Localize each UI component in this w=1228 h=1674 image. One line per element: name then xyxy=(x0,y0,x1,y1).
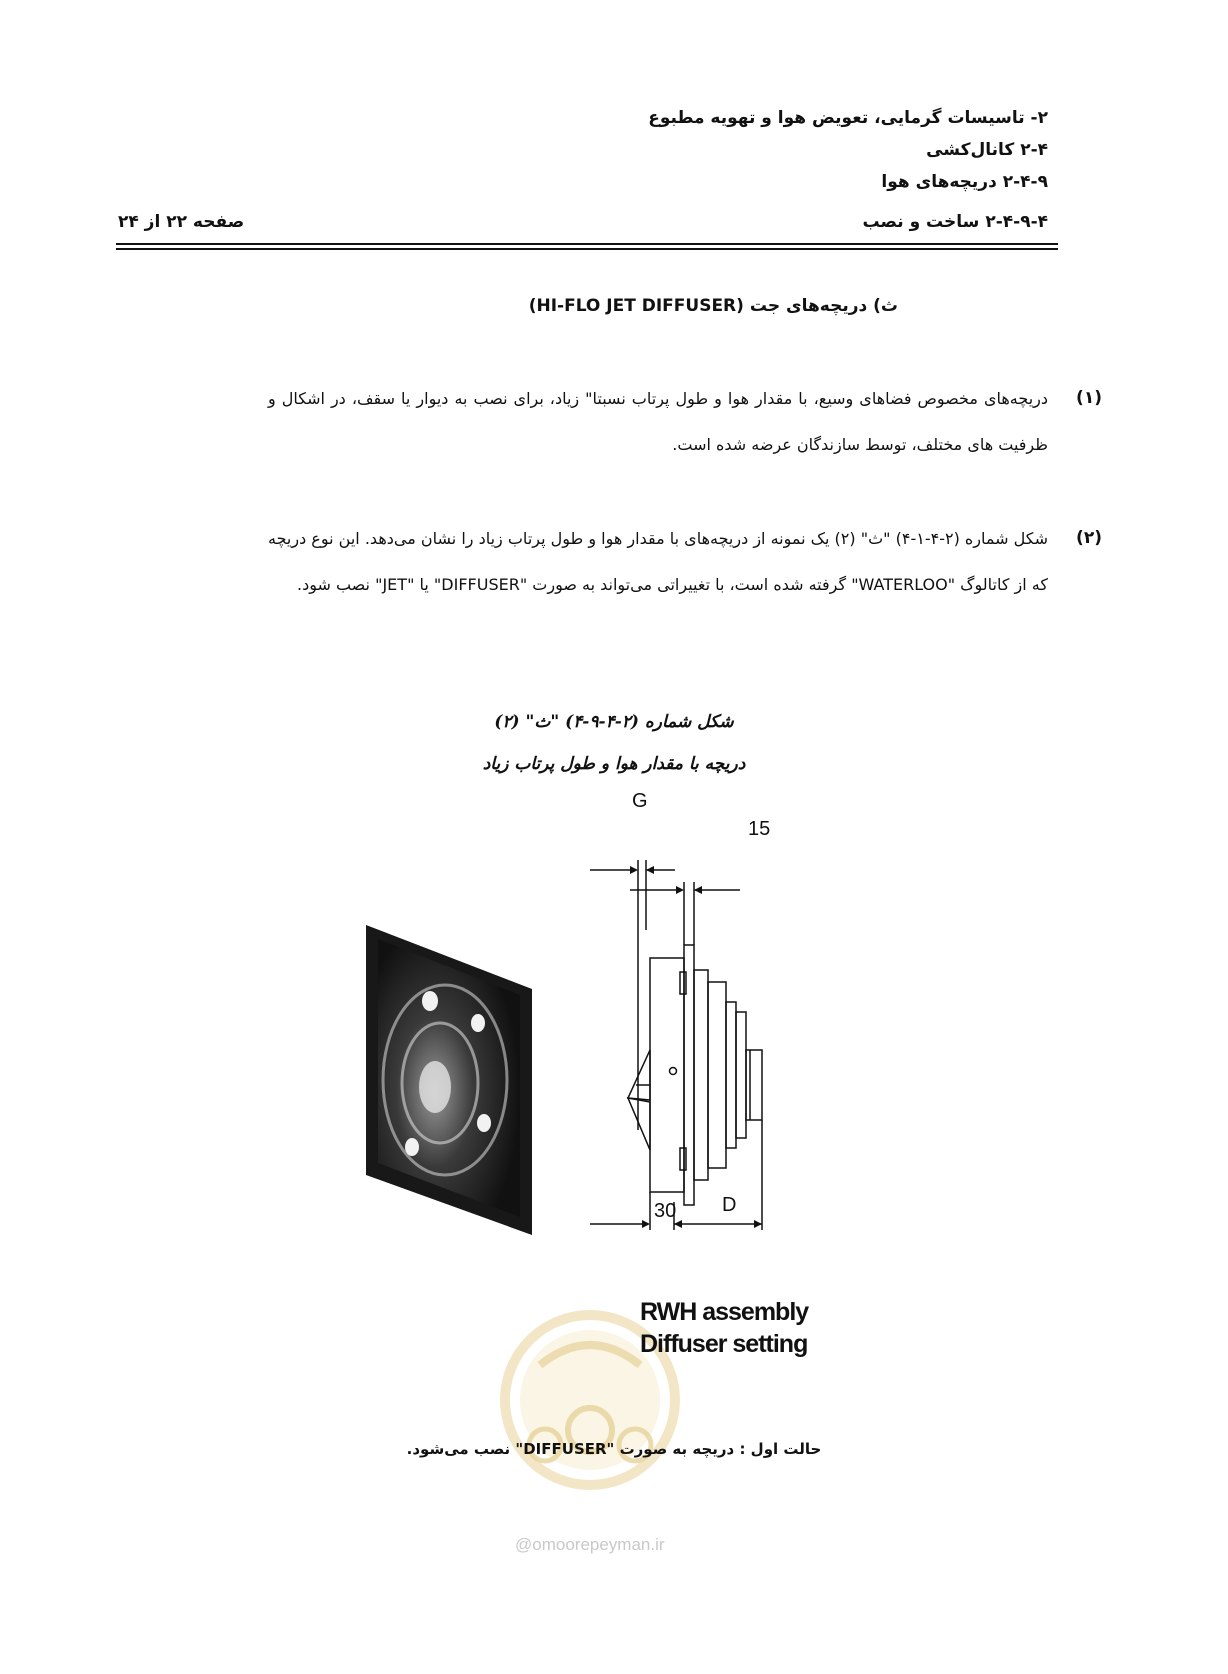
figure-caption-title: دریچه با مقدار هوا و طول پرتاب زیاد xyxy=(482,754,746,774)
header-topic: ۲-۴-۹-۴ ساخت و نصب xyxy=(862,212,1048,232)
page-number: صفحه ۲۲ از ۲۴ xyxy=(118,212,245,232)
dimension-30-label: 30 xyxy=(654,1200,677,1222)
paragraph-1-number: (۱) xyxy=(1076,388,1102,408)
header-chapter: ۲- تاسیسات گرمایی، تعویض هوا و تهویه مطبوع xyxy=(648,108,1048,128)
header-section: ۲-۴ کانال‌کشی xyxy=(926,140,1048,160)
paragraph-2-number: (۲) xyxy=(1076,528,1102,548)
section-title: ث) دریچه‌های جت (HI-FLO JET DIFFUSER) xyxy=(528,296,898,316)
diffuser-side-view-drawing xyxy=(590,830,810,1250)
paragraph-1-text: دریچه‌های مخصوص فضاهای وسیع، با مقدار هوا و طول پرتاب نسبتا" زیاد، برای نصب به دیوار یا سقف، در اشکال و ظرفیت های مختلف، توسط سازندگان عرضه شده است. xyxy=(268,389,1048,454)
figure-note: حالت اول : دریچه به صورت "DIFFUSER" نصب می‌شود. xyxy=(406,1440,822,1458)
dimension-g-label: G xyxy=(632,790,648,812)
paragraph-2-text: شکل شماره (۲-۴-۱-۴) "ث" (۲) یک نمونه از دریچه‌های با مقدار هوا و طول پرتاب زیاد را نشان می‌دهد. این نوع دریچه که از کاتالوگ "WATERLOO" گرفته شده است، با تغییراتی می‌تواند به صورت "DIFFUSER" یا "JET" نصب شود. xyxy=(268,529,1049,594)
figure-label-setting: Diffuser setting xyxy=(640,1330,808,1358)
watermark-text: @omoorepeyman.ir xyxy=(515,1535,665,1554)
header-rule-top xyxy=(116,243,1058,245)
diffuser-photo xyxy=(360,925,540,1235)
dimension-d-label: D xyxy=(722,1194,737,1216)
header-rule-bottom xyxy=(116,248,1058,250)
header-subsection: ۲-۴-۹ دریچه‌های هوا xyxy=(881,172,1048,192)
figure-caption-number: شکل شماره (۲-۴-۹-۴) "ث" (۲) xyxy=(494,712,734,732)
figure-label-assembly: RWH assembly xyxy=(640,1298,809,1326)
dimension-15-label: 15 xyxy=(748,818,771,840)
